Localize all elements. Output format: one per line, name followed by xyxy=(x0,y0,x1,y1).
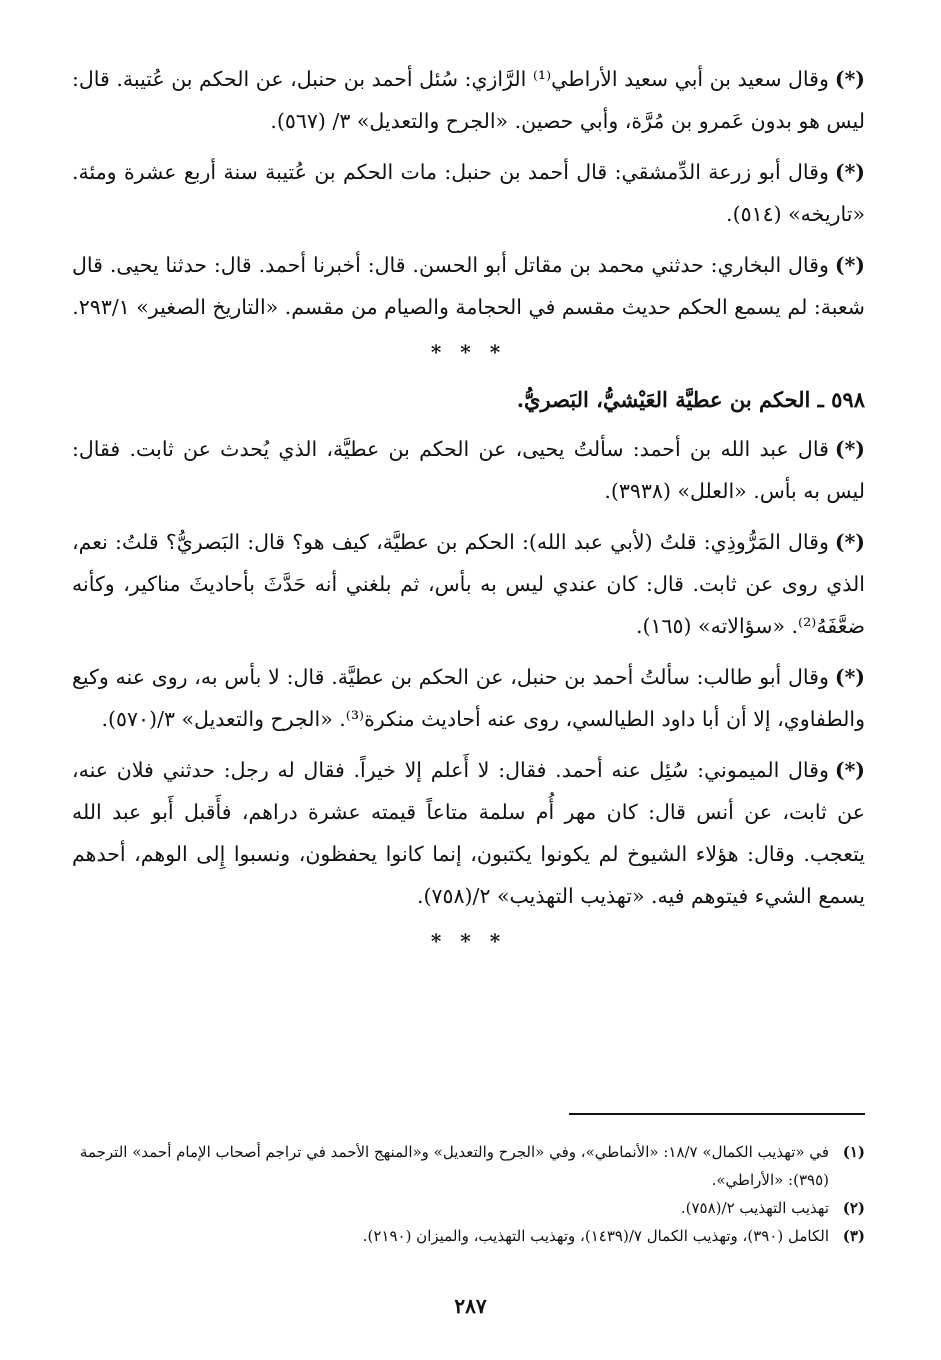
footnote-text: في «تهذيب الكمال» ١٨/٧: «الأنماطي»، وفي «الجرح والتعديل» و«المنهج الأحمد في تراجم أصحاب الإمام أحمد» الترجمة (٣٩٥): «الأراطي». xyxy=(79,1143,829,1189)
footnotes xyxy=(72,1138,865,1250)
footnote-number: (٣) xyxy=(842,1227,865,1245)
entry-section xyxy=(72,428,865,917)
paragraph-text: وقال أبو زرعة الدِّمشقي: قال أحمد بن حنبل: مات الحكم بن عُتيبة سنة أربع عشرة ومئة. «تاريخه» (٥١٤). xyxy=(72,160,865,226)
paragraph-text: وقال أبو طالب: سألتُ أحمد بن حنبل، عن الحكم بن عطيَّة. قال: لا بأس به، روى عنه وكيع والطفاوي، إلا أن أبا داود الطيالسي، روى عنه أحاديث منكرة⁽³⁾. «الجرح والتعديل» ٣/(٥٧٠). xyxy=(72,665,865,731)
entry-title: ٥٩٨ ـ الحكم بن عطيَّة العَيْشيُّ، البَصريُّ. xyxy=(516,387,865,412)
paragraph xyxy=(72,244,865,328)
section-separator: * * * xyxy=(430,929,507,953)
footnote-number: (٢) xyxy=(842,1199,865,1217)
paragraph-marker: (*) xyxy=(834,67,865,91)
footnote xyxy=(72,1222,865,1250)
footnote-divider xyxy=(569,1113,865,1115)
paragraph xyxy=(72,521,865,647)
paragraph xyxy=(72,58,865,142)
paragraph xyxy=(72,749,865,917)
footnote xyxy=(72,1138,865,1194)
paragraph-text: قال عبد الله بن أحمد: سألتُ يحيى، عن الحكم بن عطيَّة، الذي يُحدث عن ثابت. فقال: ليس به بأس. «العلل» (٣٩٣٨). xyxy=(72,437,865,503)
footnote xyxy=(72,1194,865,1222)
paragraph xyxy=(72,428,865,512)
paragraph-text: وقال سعيد بن أبي سعيد الأراطي⁽¹⁾ الرَّازي: سُئل أحمد بن حنبل، عن الحكم بن عُتيبة. قال: ليس هو بدون عَمرو بن مُرَّة، وأبي حصين. «الجرح والتعديل» ٣/ (٥٦٧). xyxy=(72,67,865,133)
section-separator: * * * xyxy=(430,340,507,364)
paragraph-text: وقال الميموني: سُئِل عنه أحمد. فقال: لا أَعلم إلا خيراً. فقال له رجل: حدثني فلان عنه، عن ثابت، عن أنس قال: كان مهر أُم سلمة متاعاً قيمته عشرة دراهم، فأَقبل أَبو عبد الله يتعجب. وقال: هؤلاء الشيوخ لم يكونوا يكتبون، إنما كانوا يحفظون، ونسبوا إِلى الوهم، أحدهم يسمع الشيء فيتوهم فيه. «تهذيب التهذيب» ٢/(٧٥٨). xyxy=(72,758,865,908)
paragraph-marker: (*) xyxy=(834,160,865,184)
paragraph-marker: (*) xyxy=(834,253,865,277)
paragraph-text: وقال المَرُّوذِي: قلتُ (لأبي عبد الله): الحكم بن عطيَّة، كيف هو؟ قال: البَصريُّ؟ قلتُ: نعم، الذي روى عن ثابت. قال: كان عندي ليس به بأس، ثم بلغني أنه حَدَّثَ بأحاديثَ مناكير، وكأنه ضعَّفَهُ⁽²⁾. «سؤالاته» (١٦٥). xyxy=(72,530,865,638)
paragraph-marker: (*) xyxy=(834,758,865,782)
footnote-text: الكامل (٣٩٠)، وتهذيب الكمال ٧/(١٤٣٩)، وتهذيب التهذيب، والميزان (٢١٩٠). xyxy=(362,1227,829,1245)
page-number: ٢٨٧ xyxy=(454,1294,487,1318)
paragraph xyxy=(72,656,865,740)
paragraph-marker: (*) xyxy=(834,530,865,554)
paragraph-marker: (*) xyxy=(834,665,865,689)
paragraph-text: وقال البخاري: حدثني محمد بن مقاتل أبو الحسن. قال: أخبرنا أحمد. قال: حدثنا يحيى. قال شعبة: لم يسمع الحكم حديث مقسم في الحجامة والصيام من مقسم. «التاريخ الصغير» ٢٩٣/١. xyxy=(72,253,865,319)
footnote-text: تهذيب التهذيب ٢/(٧٥٨). xyxy=(680,1199,829,1217)
top-section xyxy=(72,58,865,328)
paragraph xyxy=(72,151,865,235)
paragraph-marker: (*) xyxy=(834,437,865,461)
footnote-number: (١) xyxy=(842,1143,865,1161)
